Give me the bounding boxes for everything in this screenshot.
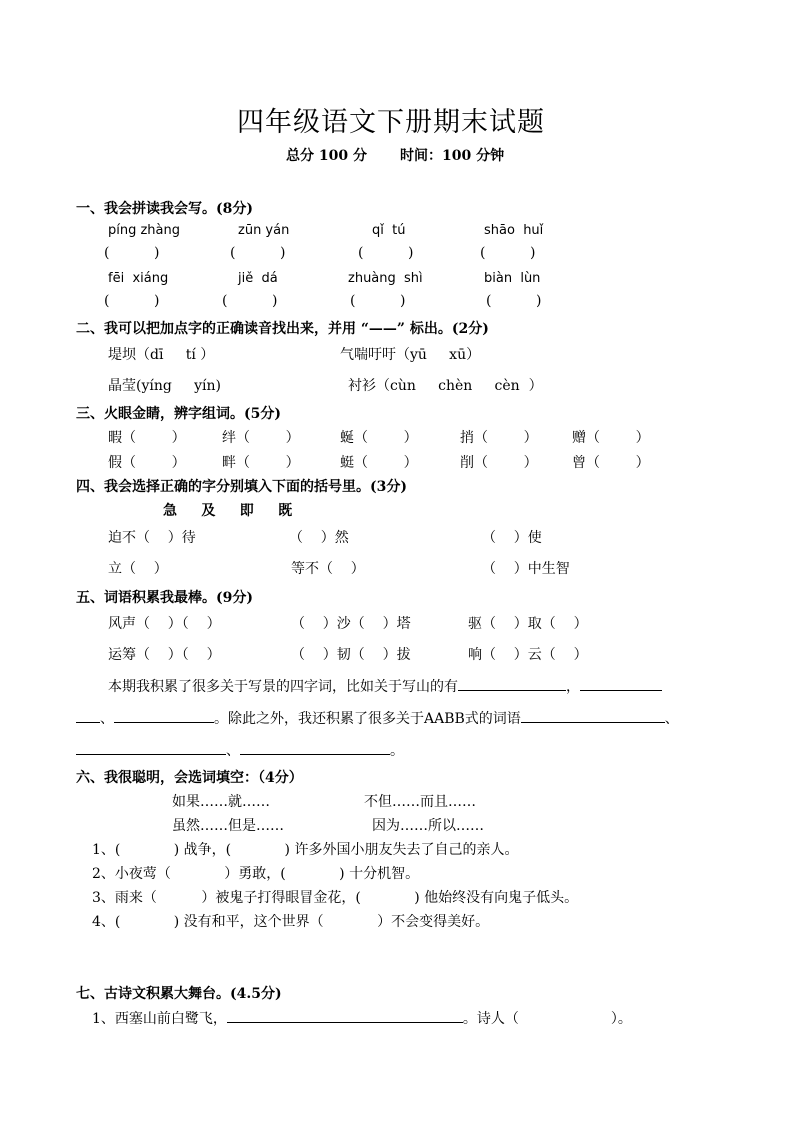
conjunction-option: 因为……所以……: [372, 818, 484, 834]
fill-sentence[interactable]: 3、雨来（ ）被鬼子打得眼冒金花，( ) 他始终没有向鬼子低头。: [92, 890, 579, 906]
pronunciation-item[interactable]: 衬衫（cùn chèn cèn ）: [348, 378, 543, 394]
pinyin: píng zhàng: [108, 223, 181, 238]
section2-heading: 二、我可以把加点字的正确读音找出来，并用 “——” 标出。(2分): [76, 321, 489, 337]
conjunction-option: 虽然……但是……: [172, 818, 284, 834]
page-title: 四年级语文下册期末试题: [237, 107, 545, 138]
fill-item[interactable]: 等不（ ）: [291, 561, 365, 577]
word-group-item[interactable]: 绊（ ）: [222, 430, 300, 446]
pronunciation-item[interactable]: 晶莹(yíng yín): [108, 378, 221, 394]
idiom-item[interactable]: 风声（ ）（ ）: [108, 616, 221, 632]
paragraph-line2: 、 。除此之外，我还积累了很多关于AABB式的词语 、: [76, 708, 679, 728]
idiom-item[interactable]: （ ）韧（ ）拔: [291, 647, 411, 663]
conjunction-option: 不但……而且……: [364, 794, 476, 810]
time-limit: 时间：100 分钟: [400, 148, 505, 164]
answer-blank[interactable]: [227, 1008, 463, 1023]
fill-item[interactable]: 立（ ）: [108, 561, 168, 577]
section3-heading: 三、火眼金睛，辨字组词。(5分): [76, 406, 281, 422]
answer-paren[interactable]: ( ): [104, 245, 160, 261]
pinyin: zūn yán: [238, 223, 290, 238]
pronunciation-item[interactable]: 堤坝（dī tí ）: [108, 347, 215, 363]
fill-sentence[interactable]: 2、小夜莺（ ）勇敢，( ) 十分机智。: [92, 866, 420, 882]
answer-paren[interactable]: ( ): [358, 245, 414, 261]
answer-blank[interactable]: [76, 708, 100, 723]
pronunciation-item[interactable]: 气喘吁吁（yū xū）: [340, 347, 481, 363]
pinyin: shāo huǐ: [484, 223, 544, 238]
word-group-item[interactable]: 蜓（ ）: [340, 455, 418, 471]
pinyin: jiě dá: [238, 271, 278, 286]
answer-blank[interactable]: [521, 708, 665, 723]
word-group-item[interactable]: 暇（ ）: [108, 430, 186, 446]
conjunction-option: 如果……就……: [172, 794, 270, 810]
section7-heading: 七、古诗文积累大舞台。(4.5分): [76, 986, 282, 1002]
word-group-item[interactable]: 假（ ）: [108, 455, 186, 471]
section4-heading: 四、我会选择正确的字分别填入下面的括号里。(3分): [76, 479, 407, 495]
word-group-item[interactable]: 捎（ ）: [460, 430, 538, 446]
answer-paren[interactable]: ( ): [222, 293, 278, 309]
idiom-item[interactable]: 驱（ ）取（ ）: [468, 616, 588, 632]
paragraph-line1: 本期我积累了很多关于写景的四字词，比如关于写山的有 ，: [108, 676, 662, 696]
idiom-item[interactable]: （ ）沙（ ）塔: [291, 616, 411, 632]
answer-paren[interactable]: ( ): [486, 293, 542, 309]
pinyin: qǐ tú: [372, 223, 406, 238]
answer-paren[interactable]: ( ): [480, 245, 536, 261]
word-group-item[interactable]: 削（ ）: [460, 455, 538, 471]
paragraph-line3: 、 。: [76, 740, 404, 760]
fill-item[interactable]: （ ）使: [482, 530, 542, 546]
poem-question: 1、西塞山前白鹭飞， 。诗人（ ）。: [92, 1008, 632, 1028]
answer-blank[interactable]: [580, 676, 662, 691]
idiom-item[interactable]: 响（ ）云（ ）: [468, 647, 588, 663]
word-group-item[interactable]: 曾（ ）: [572, 455, 650, 471]
pinyin: fēi xiáng: [108, 271, 169, 286]
total-score: 总分 100 分: [286, 148, 367, 164]
word-group-item[interactable]: 畔（ ）: [222, 455, 300, 471]
word-group-item[interactable]: 赠（ ）: [572, 430, 650, 446]
fill-item[interactable]: （ ）然: [289, 530, 349, 546]
answer-blank[interactable]: [114, 708, 214, 723]
pinyin: biàn lùn: [484, 271, 541, 286]
section5-heading: 五、词语积累我最棒。(9分): [76, 590, 253, 606]
pinyin: zhuàng shì: [348, 271, 423, 286]
answer-paren[interactable]: ( ): [104, 293, 160, 309]
char-options: 急 及 即 既: [163, 503, 293, 519]
word-group-item[interactable]: 蜒（ ）: [340, 430, 418, 446]
fill-sentence[interactable]: 1、( ) 战争，( ) 许多外国小朋友失去了自己的亲人。: [92, 842, 519, 858]
fill-item[interactable]: （ ）中生智: [482, 561, 570, 577]
answer-blank[interactable]: [458, 676, 566, 691]
section1-heading: 一、我会拼读我会写。(8分): [76, 201, 253, 217]
answer-paren[interactable]: ( ): [230, 245, 286, 261]
answer-paren[interactable]: ( ): [350, 293, 406, 309]
fill-item[interactable]: 迫不（ ）待: [108, 530, 196, 546]
answer-blank[interactable]: [76, 740, 226, 755]
idiom-item[interactable]: 运筹（ ）（ ）: [108, 647, 221, 663]
answer-blank[interactable]: [240, 740, 390, 755]
fill-sentence[interactable]: 4、( ) 没有和平，这个世界（ ）不会变得美好。: [92, 914, 490, 930]
section6-heading: 六、我很聪明，会选词填空：（4分）: [76, 770, 303, 786]
